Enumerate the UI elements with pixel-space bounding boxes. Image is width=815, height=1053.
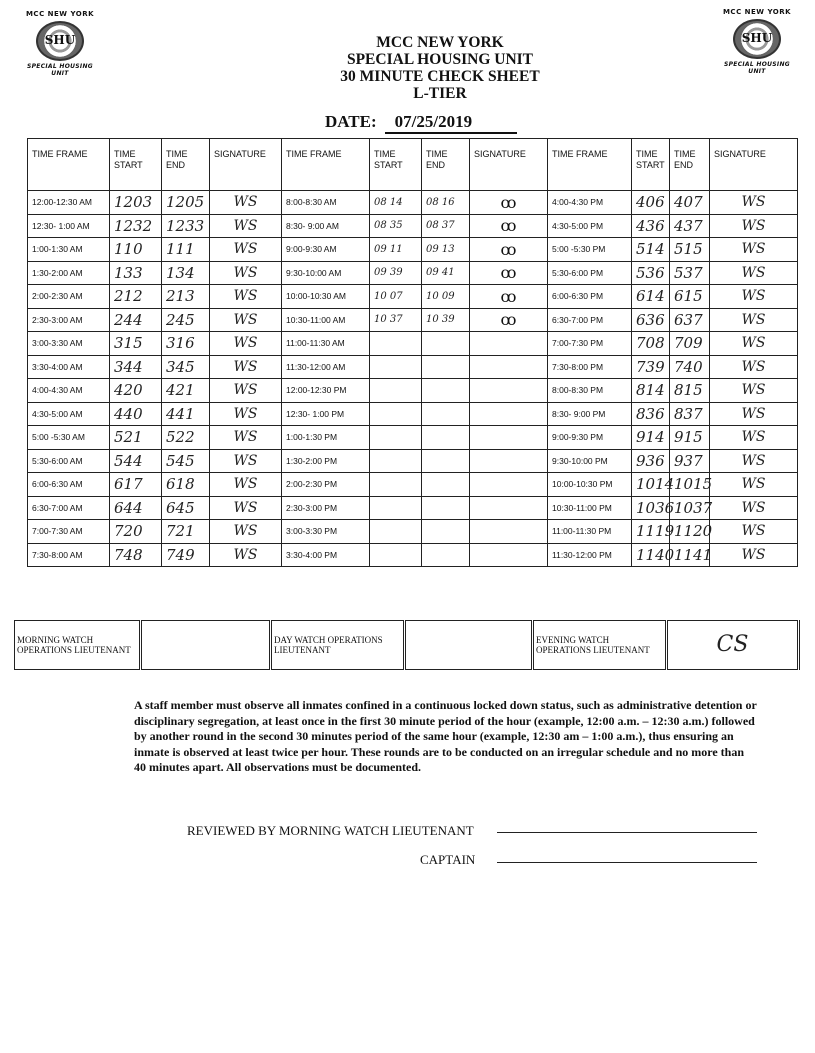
- signature-cell[interactable]: WS: [210, 308, 282, 332]
- time-frame-cell: 12:00-12:30 PM: [282, 379, 370, 403]
- column-header: TIME END: [670, 139, 710, 191]
- column-header: SIGNATURE: [210, 139, 282, 191]
- signature-cell[interactable]: WS: [710, 426, 798, 450]
- morning-watch-label: MORNING WATCH OPERATIONS LIEUTENANT: [15, 621, 141, 670]
- signature-cell[interactable]: WS: [710, 543, 798, 567]
- time-start-cell[interactable]: [370, 496, 422, 520]
- time-end-cell[interactable]: [422, 449, 470, 473]
- time-frame-cell: 6:00-6:30 PM: [548, 285, 632, 309]
- time-start-cell[interactable]: 315: [110, 332, 162, 356]
- time-end-cell[interactable]: 437: [670, 214, 710, 238]
- time-end-cell[interactable]: 749: [162, 543, 210, 567]
- signature-cell[interactable]: [470, 449, 548, 473]
- time-end-cell[interactable]: 441: [162, 402, 210, 426]
- time-start-cell[interactable]: 1014: [632, 473, 670, 497]
- time-end-cell[interactable]: 213: [162, 285, 210, 309]
- time-end-cell[interactable]: 09 13: [422, 238, 470, 262]
- time-start-cell[interactable]: 420: [110, 379, 162, 403]
- time-end-cell[interactable]: 721: [162, 520, 210, 544]
- table-row: [28, 238, 798, 262]
- time-start-cell[interactable]: 720: [110, 520, 162, 544]
- time-end-cell[interactable]: [422, 332, 470, 356]
- time-frame-cell: 2:00-2:30 AM: [28, 285, 110, 309]
- time-frame-cell: 9:30-10:00 AM: [282, 261, 370, 285]
- time-start-cell[interactable]: 1140: [632, 543, 670, 567]
- time-start-cell[interactable]: 09 11: [370, 238, 422, 262]
- time-start-cell[interactable]: 748: [110, 543, 162, 567]
- logo-left: [20, 10, 100, 77]
- time-start-cell[interactable]: 536: [632, 261, 670, 285]
- signature-cell[interactable]: [470, 496, 548, 520]
- time-end-cell[interactable]: 345: [162, 355, 210, 379]
- time-frame-cell: 8:00-8:30 AM: [282, 191, 370, 215]
- signature-cell[interactable]: WS: [710, 285, 798, 309]
- time-end-cell[interactable]: 740: [670, 355, 710, 379]
- signature-cell[interactable]: WS: [710, 355, 798, 379]
- signature-cell[interactable]: [470, 332, 548, 356]
- signature-cell[interactable]: WS: [210, 426, 282, 450]
- time-end-cell[interactable]: 1120: [670, 520, 710, 544]
- time-start-cell[interactable]: [370, 426, 422, 450]
- signature-cell[interactable]: WS: [710, 261, 798, 285]
- column-header: TIME FRAME: [28, 139, 110, 191]
- time-end-cell[interactable]: 111: [162, 238, 210, 262]
- time-start-cell[interactable]: 10 07: [370, 285, 422, 309]
- time-end-cell[interactable]: 515: [670, 238, 710, 262]
- time-frame-cell: 7:30-8:00 AM: [28, 543, 110, 567]
- signature-cell[interactable]: WS: [710, 238, 798, 262]
- time-start-cell[interactable]: 436: [632, 214, 670, 238]
- time-end-cell[interactable]: 09 41: [422, 261, 470, 285]
- signature-cell[interactable]: WS: [210, 355, 282, 379]
- evening-watch-label: EVENING WATCH OPERATIONS LIEUTENANT: [533, 621, 667, 670]
- time-start-cell[interactable]: 08 14: [370, 191, 422, 215]
- reviewed-label: REVIEWED BY MORNING WATCH LIEUTENANT: [187, 823, 474, 838]
- signature-cell[interactable]: WS: [210, 191, 282, 215]
- time-start-cell[interactable]: [370, 449, 422, 473]
- time-frame-cell: 11:30-12:00 PM: [548, 543, 632, 567]
- time-start-cell[interactable]: 08 35: [370, 214, 422, 238]
- time-end-cell[interactable]: 637: [670, 308, 710, 332]
- logo-top-text: MCC NEW YORK: [722, 8, 792, 16]
- time-frame-cell: 6:30-7:00 AM: [28, 496, 110, 520]
- time-frame-cell: 8:30- 9:00 PM: [548, 402, 632, 426]
- document-header: [290, 34, 590, 102]
- time-start-cell[interactable]: 09 39: [370, 261, 422, 285]
- time-frame-cell: 10:30-11:00 AM: [282, 308, 370, 332]
- date-value: 07/25/2019: [385, 112, 517, 134]
- signature-cell[interactable]: WS: [710, 496, 798, 520]
- time-frame-cell: 7:30-8:00 PM: [548, 355, 632, 379]
- signature-cell[interactable]: WS: [710, 402, 798, 426]
- signature-cell[interactable]: [470, 402, 548, 426]
- signature-cell[interactable]: ꝏ: [470, 308, 548, 332]
- logo-bottom-text: SPECIAL HOUSING UNIT: [723, 61, 790, 75]
- signature-cell[interactable]: WS: [210, 285, 282, 309]
- time-frame-cell: 8:30- 9:00 AM: [282, 214, 370, 238]
- time-frame-cell: 4:30-5:00 PM: [548, 214, 632, 238]
- time-start-cell[interactable]: 514: [632, 238, 670, 262]
- time-end-cell[interactable]: [422, 496, 470, 520]
- shu-seal-icon: [36, 21, 84, 61]
- evening-watch-signature[interactable]: CS: [667, 621, 799, 670]
- time-frame-cell: 10:00-10:30 AM: [282, 285, 370, 309]
- table-row: [28, 426, 798, 450]
- signature-cell[interactable]: WS: [210, 520, 282, 544]
- time-start-cell[interactable]: 544: [110, 449, 162, 473]
- column-header: TIME START: [370, 139, 422, 191]
- time-end-cell[interactable]: 537: [670, 261, 710, 285]
- time-frame-cell: 6:30-7:00 PM: [548, 308, 632, 332]
- table-row: [28, 520, 798, 544]
- signature-cell[interactable]: [470, 355, 548, 379]
- time-end-cell[interactable]: 10 09: [422, 285, 470, 309]
- time-start-cell[interactable]: 1203: [110, 191, 162, 215]
- table-row: [28, 191, 798, 215]
- time-end-cell[interactable]: 618: [162, 473, 210, 497]
- signature-cell[interactable]: WS: [210, 261, 282, 285]
- day-watch-label: DAY WATCH OPERATIONS LIEUTENANT: [271, 621, 405, 670]
- time-start-cell[interactable]: 636: [632, 308, 670, 332]
- table-row: [28, 543, 798, 567]
- time-frame-cell: 3:30-4:00 PM: [282, 543, 370, 567]
- time-frame-cell: 12:00-12:30 AM: [28, 191, 110, 215]
- time-frame-cell: 2:30-3:00 PM: [282, 496, 370, 520]
- signature-cell[interactable]: WS: [210, 214, 282, 238]
- signature-cell[interactable]: WS: [210, 332, 282, 356]
- time-end-cell[interactable]: 837: [670, 402, 710, 426]
- time-start-cell[interactable]: [370, 473, 422, 497]
- time-frame-cell: 9:30-10:00 PM: [548, 449, 632, 473]
- watch-signature-table: [14, 620, 800, 670]
- time-end-cell[interactable]: 421: [162, 379, 210, 403]
- signature-cell[interactable]: WS: [210, 238, 282, 262]
- table-header-row: [28, 139, 798, 191]
- signature-cell[interactable]: [470, 379, 548, 403]
- time-frame-cell: 5:30-6:00 AM: [28, 449, 110, 473]
- time-start-cell[interactable]: [370, 379, 422, 403]
- time-frame-cell: 3:00-3:30 AM: [28, 332, 110, 356]
- time-end-cell[interactable]: 522: [162, 426, 210, 450]
- seal-text: SHU: [741, 31, 773, 45]
- table-row: [28, 285, 798, 309]
- time-end-cell[interactable]: 316: [162, 332, 210, 356]
- column-header: TIME END: [162, 139, 210, 191]
- time-end-cell[interactable]: [422, 426, 470, 450]
- time-start-cell[interactable]: [370, 332, 422, 356]
- time-start-cell[interactable]: 836: [632, 402, 670, 426]
- time-frame-cell: 1:30-2:00 AM: [28, 261, 110, 285]
- time-start-cell[interactable]: 344: [110, 355, 162, 379]
- date-line: [325, 112, 517, 134]
- time-end-cell[interactable]: 915: [670, 426, 710, 450]
- table-row: [28, 379, 798, 403]
- time-start-cell[interactable]: [370, 520, 422, 544]
- signature-cell[interactable]: WS: [210, 543, 282, 567]
- time-end-cell[interactable]: 815: [670, 379, 710, 403]
- signature-cell[interactable]: [470, 426, 548, 450]
- column-header: TIME START: [110, 139, 162, 191]
- time-end-cell[interactable]: 10 39: [422, 308, 470, 332]
- signature-cell[interactable]: ꝏ: [470, 191, 548, 215]
- time-start-cell[interactable]: 739: [632, 355, 670, 379]
- signature-cell[interactable]: WS: [210, 496, 282, 520]
- logo-top-text: MCC NEW YORK: [25, 10, 95, 18]
- time-end-cell[interactable]: 645: [162, 496, 210, 520]
- time-start-cell[interactable]: [370, 543, 422, 567]
- header-line-unit: SPECIAL HOUSING UNIT: [346, 51, 534, 68]
- time-frame-cell: 5:30-6:00 PM: [548, 261, 632, 285]
- header-line-tier: L-TIER: [413, 85, 467, 102]
- column-header: TIME START: [632, 139, 670, 191]
- date-label: DATE:: [325, 112, 377, 131]
- time-start-cell[interactable]: 406: [632, 191, 670, 215]
- time-frame-cell: 3:30-4:00 AM: [28, 355, 110, 379]
- captain-signature-line[interactable]: [497, 862, 757, 863]
- time-end-cell[interactable]: 1205: [162, 191, 210, 215]
- time-frame-cell: 7:00-7:30 PM: [548, 332, 632, 356]
- captain-label: CAPTAIN: [420, 852, 476, 867]
- signature-cell[interactable]: WS: [210, 473, 282, 497]
- check-log-table: [27, 138, 798, 567]
- time-start-cell[interactable]: [370, 355, 422, 379]
- time-start-cell[interactable]: 914: [632, 426, 670, 450]
- time-start-cell[interactable]: 133: [110, 261, 162, 285]
- time-end-cell[interactable]: 937: [670, 449, 710, 473]
- time-end-cell[interactable]: 08 37: [422, 214, 470, 238]
- morning-watch-signature[interactable]: [141, 621, 271, 670]
- signature-cell[interactable]: WS: [710, 332, 798, 356]
- time-end-cell[interactable]: 245: [162, 308, 210, 332]
- signature-cell[interactable]: WS: [710, 379, 798, 403]
- time-frame-cell: 5:00 -5:30 PM: [548, 238, 632, 262]
- table-row: [28, 308, 798, 332]
- time-start-cell[interactable]: 708: [632, 332, 670, 356]
- table-row: [28, 214, 798, 238]
- table-row: [28, 449, 798, 473]
- time-frame-cell: 11:00-11:30 AM: [282, 332, 370, 356]
- time-frame-cell: 6:00-6:30 AM: [28, 473, 110, 497]
- signature-cell[interactable]: WS: [210, 449, 282, 473]
- column-header: SIGNATURE: [710, 139, 798, 191]
- time-end-cell[interactable]: 134: [162, 261, 210, 285]
- time-end-cell[interactable]: 615: [670, 285, 710, 309]
- time-frame-cell: 11:30-12:00 AM: [282, 355, 370, 379]
- column-header: SIGNATURE: [470, 139, 548, 191]
- time-start-cell[interactable]: 644: [110, 496, 162, 520]
- table-row: [28, 496, 798, 520]
- header-line-sheet: 30 MINUTE CHECK SHEET: [340, 68, 540, 85]
- time-frame-cell: 4:30-5:00 AM: [28, 402, 110, 426]
- signature-cell[interactable]: WS: [710, 191, 798, 215]
- signature-cell[interactable]: WS: [710, 214, 798, 238]
- time-frame-cell: 12:30- 1:00 AM: [28, 214, 110, 238]
- seal-text: SHU: [44, 33, 76, 47]
- time-frame-cell: 12:30- 1:00 PM: [282, 402, 370, 426]
- time-end-cell[interactable]: 1233: [162, 214, 210, 238]
- time-end-cell[interactable]: 1141: [670, 543, 710, 567]
- day-watch-signature[interactable]: [405, 621, 533, 670]
- watch-row: [15, 621, 799, 670]
- signature-cell[interactable]: WS: [210, 402, 282, 426]
- time-start-cell[interactable]: 1232: [110, 214, 162, 238]
- time-start-cell[interactable]: 1119: [632, 520, 670, 544]
- time-frame-cell: 3:00-3:30 PM: [282, 520, 370, 544]
- time-end-cell[interactable]: 1037: [670, 496, 710, 520]
- time-frame-cell: 1:30-2:00 PM: [282, 449, 370, 473]
- time-end-cell[interactable]: [422, 520, 470, 544]
- signature-cell[interactable]: WS: [710, 449, 798, 473]
- column-header: TIME END: [422, 139, 470, 191]
- time-frame-cell: 7:00-7:30 AM: [28, 520, 110, 544]
- time-start-cell[interactable]: 440: [110, 402, 162, 426]
- signature-cell[interactable]: ꝏ: [470, 214, 548, 238]
- table-row: [28, 355, 798, 379]
- time-start-cell[interactable]: 212: [110, 285, 162, 309]
- time-frame-cell: 4:00-4:30 PM: [548, 191, 632, 215]
- time-start-cell[interactable]: 814: [632, 379, 670, 403]
- time-frame-cell: 9:00-9:30 PM: [548, 426, 632, 450]
- signature-cell[interactable]: ꝏ: [470, 285, 548, 309]
- column-header: TIME FRAME: [548, 139, 632, 191]
- reviewed-signature-line[interactable]: [497, 832, 757, 833]
- time-end-cell[interactable]: 709: [670, 332, 710, 356]
- time-frame-cell: 1:00-1:30 AM: [28, 238, 110, 262]
- column-header: TIME FRAME: [282, 139, 370, 191]
- signature-cell[interactable]: WS: [710, 308, 798, 332]
- time-start-cell[interactable]: 1036: [632, 496, 670, 520]
- time-frame-cell: 2:00-2:30 PM: [282, 473, 370, 497]
- time-frame-cell: 10:00-10:30 PM: [548, 473, 632, 497]
- time-frame-cell: 11:00-11:30 PM: [548, 520, 632, 544]
- shu-seal-icon: [733, 19, 781, 59]
- time-start-cell[interactable]: 521: [110, 426, 162, 450]
- time-frame-cell: 5:00 -5:30 AM: [28, 426, 110, 450]
- time-frame-cell: 1:00-1:30 PM: [282, 426, 370, 450]
- time-start-cell[interactable]: 10 37: [370, 308, 422, 332]
- time-frame-cell: 10:30-11:00 PM: [548, 496, 632, 520]
- time-start-cell[interactable]: 614: [632, 285, 670, 309]
- table-row: [28, 261, 798, 285]
- time-start-cell[interactable]: 244: [110, 308, 162, 332]
- signature-cell[interactable]: WS: [210, 379, 282, 403]
- signature-cell[interactable]: WS: [710, 520, 798, 544]
- table-row: [28, 402, 798, 426]
- signature-cell[interactable]: [470, 473, 548, 497]
- time-end-cell[interactable]: [422, 379, 470, 403]
- signature-cell[interactable]: [470, 543, 548, 567]
- signature-cell[interactable]: ꝏ: [470, 238, 548, 262]
- signature-cell[interactable]: WS: [710, 473, 798, 497]
- header-line-facility: MCC NEW YORK: [376, 34, 504, 51]
- time-end-cell[interactable]: 545: [162, 449, 210, 473]
- table-row: [28, 473, 798, 497]
- time-start-cell[interactable]: 617: [110, 473, 162, 497]
- time-end-cell[interactable]: 08 16: [422, 191, 470, 215]
- time-end-cell[interactable]: [422, 355, 470, 379]
- logo-right: [717, 8, 797, 75]
- time-frame-cell: 4:00-4:30 AM: [28, 379, 110, 403]
- time-start-cell[interactable]: 110: [110, 238, 162, 262]
- time-end-cell[interactable]: [422, 543, 470, 567]
- logo-bottom-text: SPECIAL HOUSING UNIT: [26, 63, 93, 77]
- time-end-cell[interactable]: [422, 473, 470, 497]
- time-end-cell[interactable]: 1015: [670, 473, 710, 497]
- signature-cell[interactable]: [470, 520, 548, 544]
- time-end-cell[interactable]: 407: [670, 191, 710, 215]
- time-start-cell[interactable]: [370, 402, 422, 426]
- time-start-cell[interactable]: 936: [632, 449, 670, 473]
- time-frame-cell: 8:00-8:30 PM: [548, 379, 632, 403]
- time-frame-cell: 2:30-3:00 AM: [28, 308, 110, 332]
- policy-paragraph: A staff member must observe all inmates confined in a continuous locked down status, such as administrative detention or disciplinary segregation, at least once in the first 30 minute period of the hour (example, 12:00 a.m. – 12:30 a.m.) followed by another round in the second 30 minutes period of the same hour (example, 12:30 am – 1:00 a.m.), thus ensuring an inmate is observed at least twice per hour. These rounds are to be conducted on an irregular schedule and no more than 40 minutes apart. All observations must be documented.: [134, 698, 757, 775]
- time-frame-cell: 9:00-9:30 AM: [282, 238, 370, 262]
- signature-cell[interactable]: ꝏ: [470, 261, 548, 285]
- time-end-cell[interactable]: [422, 402, 470, 426]
- table-row: [28, 332, 798, 356]
